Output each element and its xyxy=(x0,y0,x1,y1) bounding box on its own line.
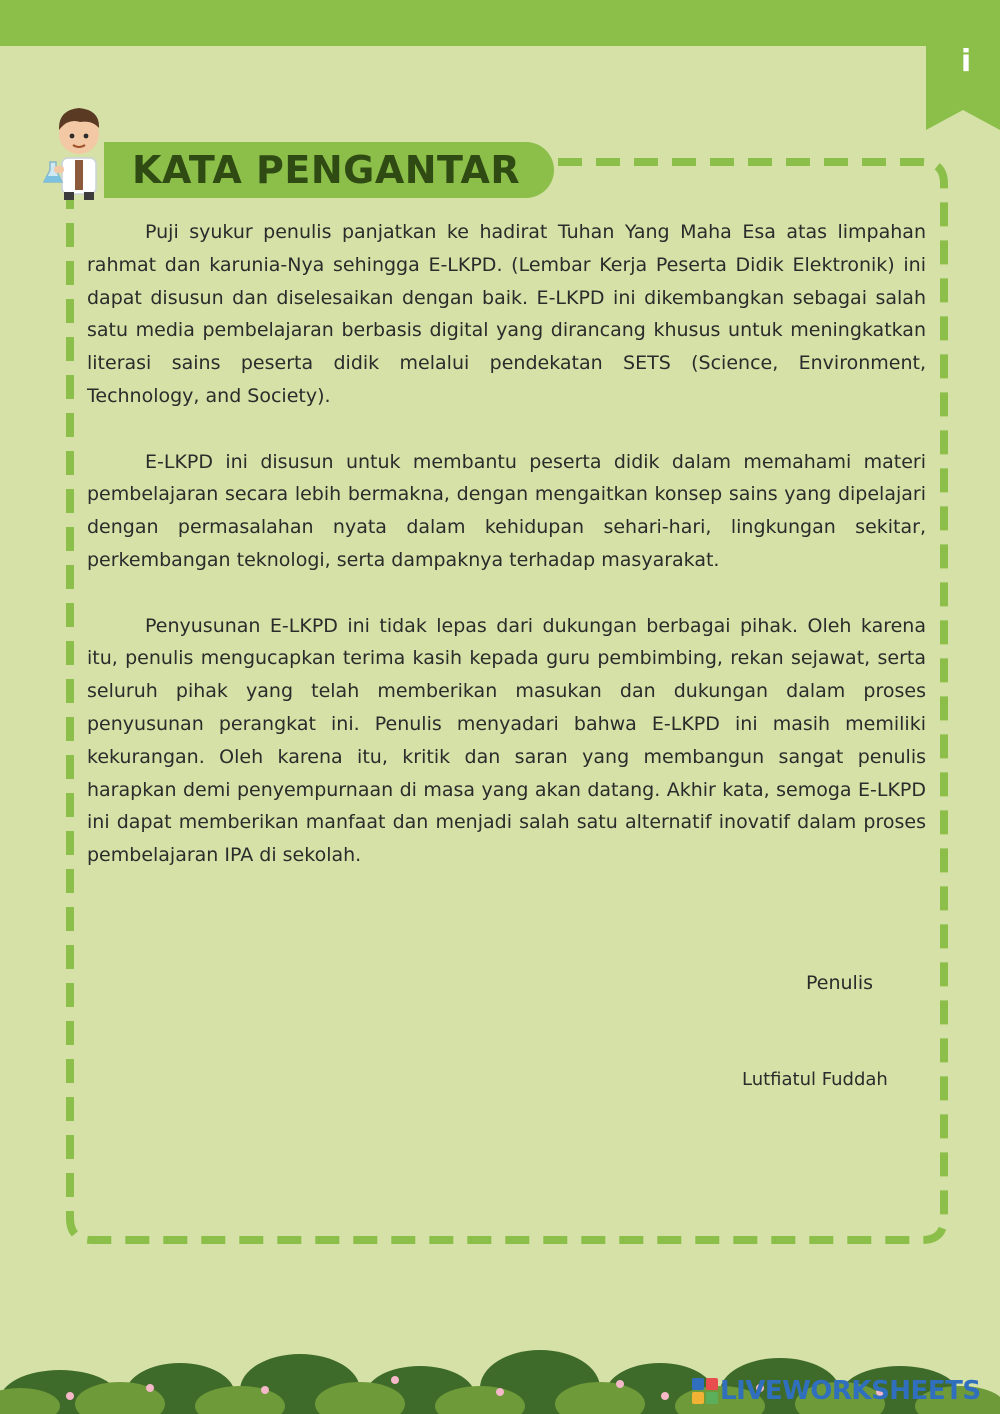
watermark-text: LIVEWORKSHEETS xyxy=(720,1376,981,1406)
liveworksheets-watermark xyxy=(692,1374,981,1408)
page-title: KATA PENGANTAR xyxy=(132,148,521,192)
page-number: i xyxy=(960,44,972,79)
scientist-icon xyxy=(40,96,120,200)
signature-name: Lutfiatul Fuddah xyxy=(742,1069,888,1090)
paragraph-2: E-LKPD ini disusun untuk membantu peserta didik dalam memahami materi pembelajaran secara lebih bermakna, dengan mengaitkan konsep sains yang dipelajari dengan permasalahan nyata dalam kehidupan sehari-hari, lingkungan sekitar, perkembangan teknologi, serta dampaknya terhadap masyarakat. xyxy=(87,450,926,571)
liveworksheets-logo-icon xyxy=(692,1378,718,1404)
paragraph-3: Penyusunan E-LKPD ini tidak lepas dari dukungan berbagai pihak. Oleh karena itu, penulis mengucapkan terima kasih kepada guru pembimbing, rekan sejawat, serta seluruh pihak yang telah memberikan masukan dan dukungan dalam proses penyusunan perangkat ini. Penulis menyadari bahwa E-LKPD ini masih memiliki kekurangan. Oleh karena itu, kritik dan saran yang membangun sangat penulis harapkan demi penyempurnaan di masa yang akan datang. Akhir kata, semoga E-LKPD ini dapat memberikan manfaat dan menjadi salah satu alternatif inovatif dalam proses pembelajaran IPA di sekolah. xyxy=(87,614,926,867)
top-banner xyxy=(0,0,1000,46)
body-text xyxy=(87,216,926,905)
paragraph-1: Puji syukur penulis panjatkan ke hadirat Tuhan Yang Maha Esa atas limpahan rahmat dan karunia-Nya sehingga E-LKPD. (Lembar Kerja Peserta Didik Elektronik) ini dapat disusun dan diselesaikan dengan baik. E-LKPD ini dikembangkan sebagai salah satu media pembelajaran berbasis digital yang dirancang khusus untuk meningkatkan literasi sains peserta didik melalui pendekatan SETS (Science, Environment, Technology, and Society). xyxy=(87,221,926,407)
signature-role: Penulis xyxy=(806,972,874,994)
